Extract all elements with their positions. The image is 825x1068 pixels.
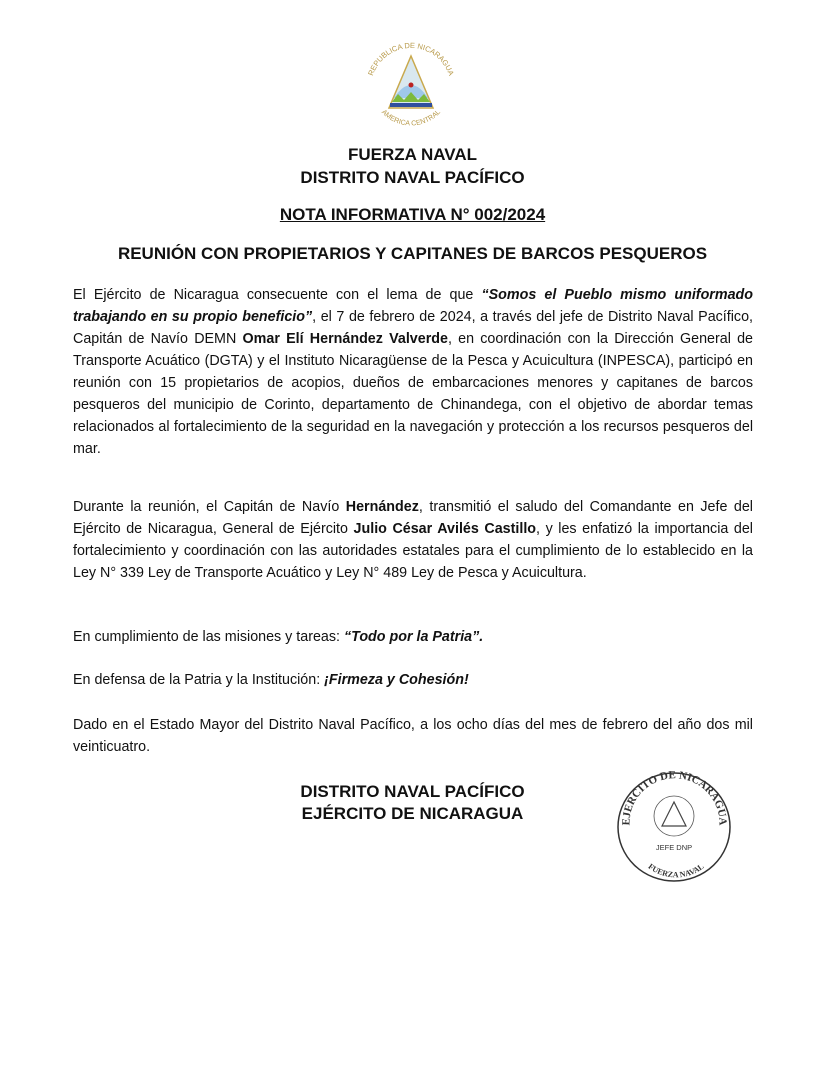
document-title: REUNIÓN CON PROPIETARIOS Y CAPITANES DE BARCOS PESQUEROS: [117, 244, 708, 263]
coat-of-arms-seal: [356, 30, 466, 135]
institution-name: FUERZA NAVAL: [347, 145, 478, 164]
signature-line-2: EJÉRCITO DE NICARAGUA: [301, 804, 524, 823]
signature-block: [250, 781, 575, 825]
svg-text:FUERZA NAVAL: FUERZA NAVAL: [646, 861, 706, 880]
paragraph-closing: Dado en el Estado Mayor del Distrito Naval Pacífico, a los ocho días del mes de febrero del año dos mil veinticuatro.: [73, 717, 753, 755]
svg-text:REPUBLICA DE NICARAGUA: REPUBLICA DE NICARAGUA: [366, 40, 456, 77]
official-stamp: [612, 768, 737, 886]
svg-text:JEFE DNP: JEFE DNP: [655, 843, 693, 852]
paragraph-1: El Ejército de Nicaragua consecuente con el lema de que “Somos el Pueblo mismo uniformado trabajando en su propio beneficio”, el 7 de febrero de 2024, a través del jefe de Distrito Naval Pacífico, Capitán de Navío DEMN Omar Elí Hernández Valverde, en coordinación con la Dirección General de Transporte Acuático (DGTA) y el Instituto Nicaragüense de la Pesca y Acuicultura (INPESCA), participó en reunión con 15 propietarios de acopios, dueños de embarcaciones menores y capitanes de barcos pesqueros del municipio de Corinto, departamento de Chinandega, con el objetivo de abordar temas relacionados al fortalecimiento de la seguridad en la navegación y protección a los recursos pesqueros del mar.: [73, 287, 754, 457]
signature-line-1: DISTRITO NAVAL PACÍFICO: [300, 782, 525, 801]
paragraph-motto-2: En defensa de la Patria y la Institución: ¡Firmeza y Cohesión!: [73, 672, 469, 688]
note-number: NOTA INFORMATIVA N° 002/2024: [279, 205, 546, 224]
svg-text:EJERCITO DE NICARAGUA: EJERCITO DE NICARAGUA: [620, 769, 729, 826]
paragraph-2: Durante la reunión, el Capitán de Navío Hernández, transmitió el saludo del Comandante en Jefe del Ejército de Nicaragua, General de Ejército Julio César Avilés Castillo, y les enfatizó la importancia del fortalecimiento y coordinación con las autoridades estatales para el cumplimiento de lo establecido en la Ley N° 339 Ley de Transporte Acuático y Ley N° 489 Ley de Pesca y Acuicultura.: [73, 499, 753, 581]
svg-text:AMERICA CENTRAL: AMERICA CENTRAL: [380, 108, 442, 128]
paragraph-motto-1: En cumplimiento de las misiones y tareas: “Todo por la Patria”.: [73, 629, 484, 645]
district-name: DISTRITO NAVAL PACÍFICO: [300, 168, 525, 187]
